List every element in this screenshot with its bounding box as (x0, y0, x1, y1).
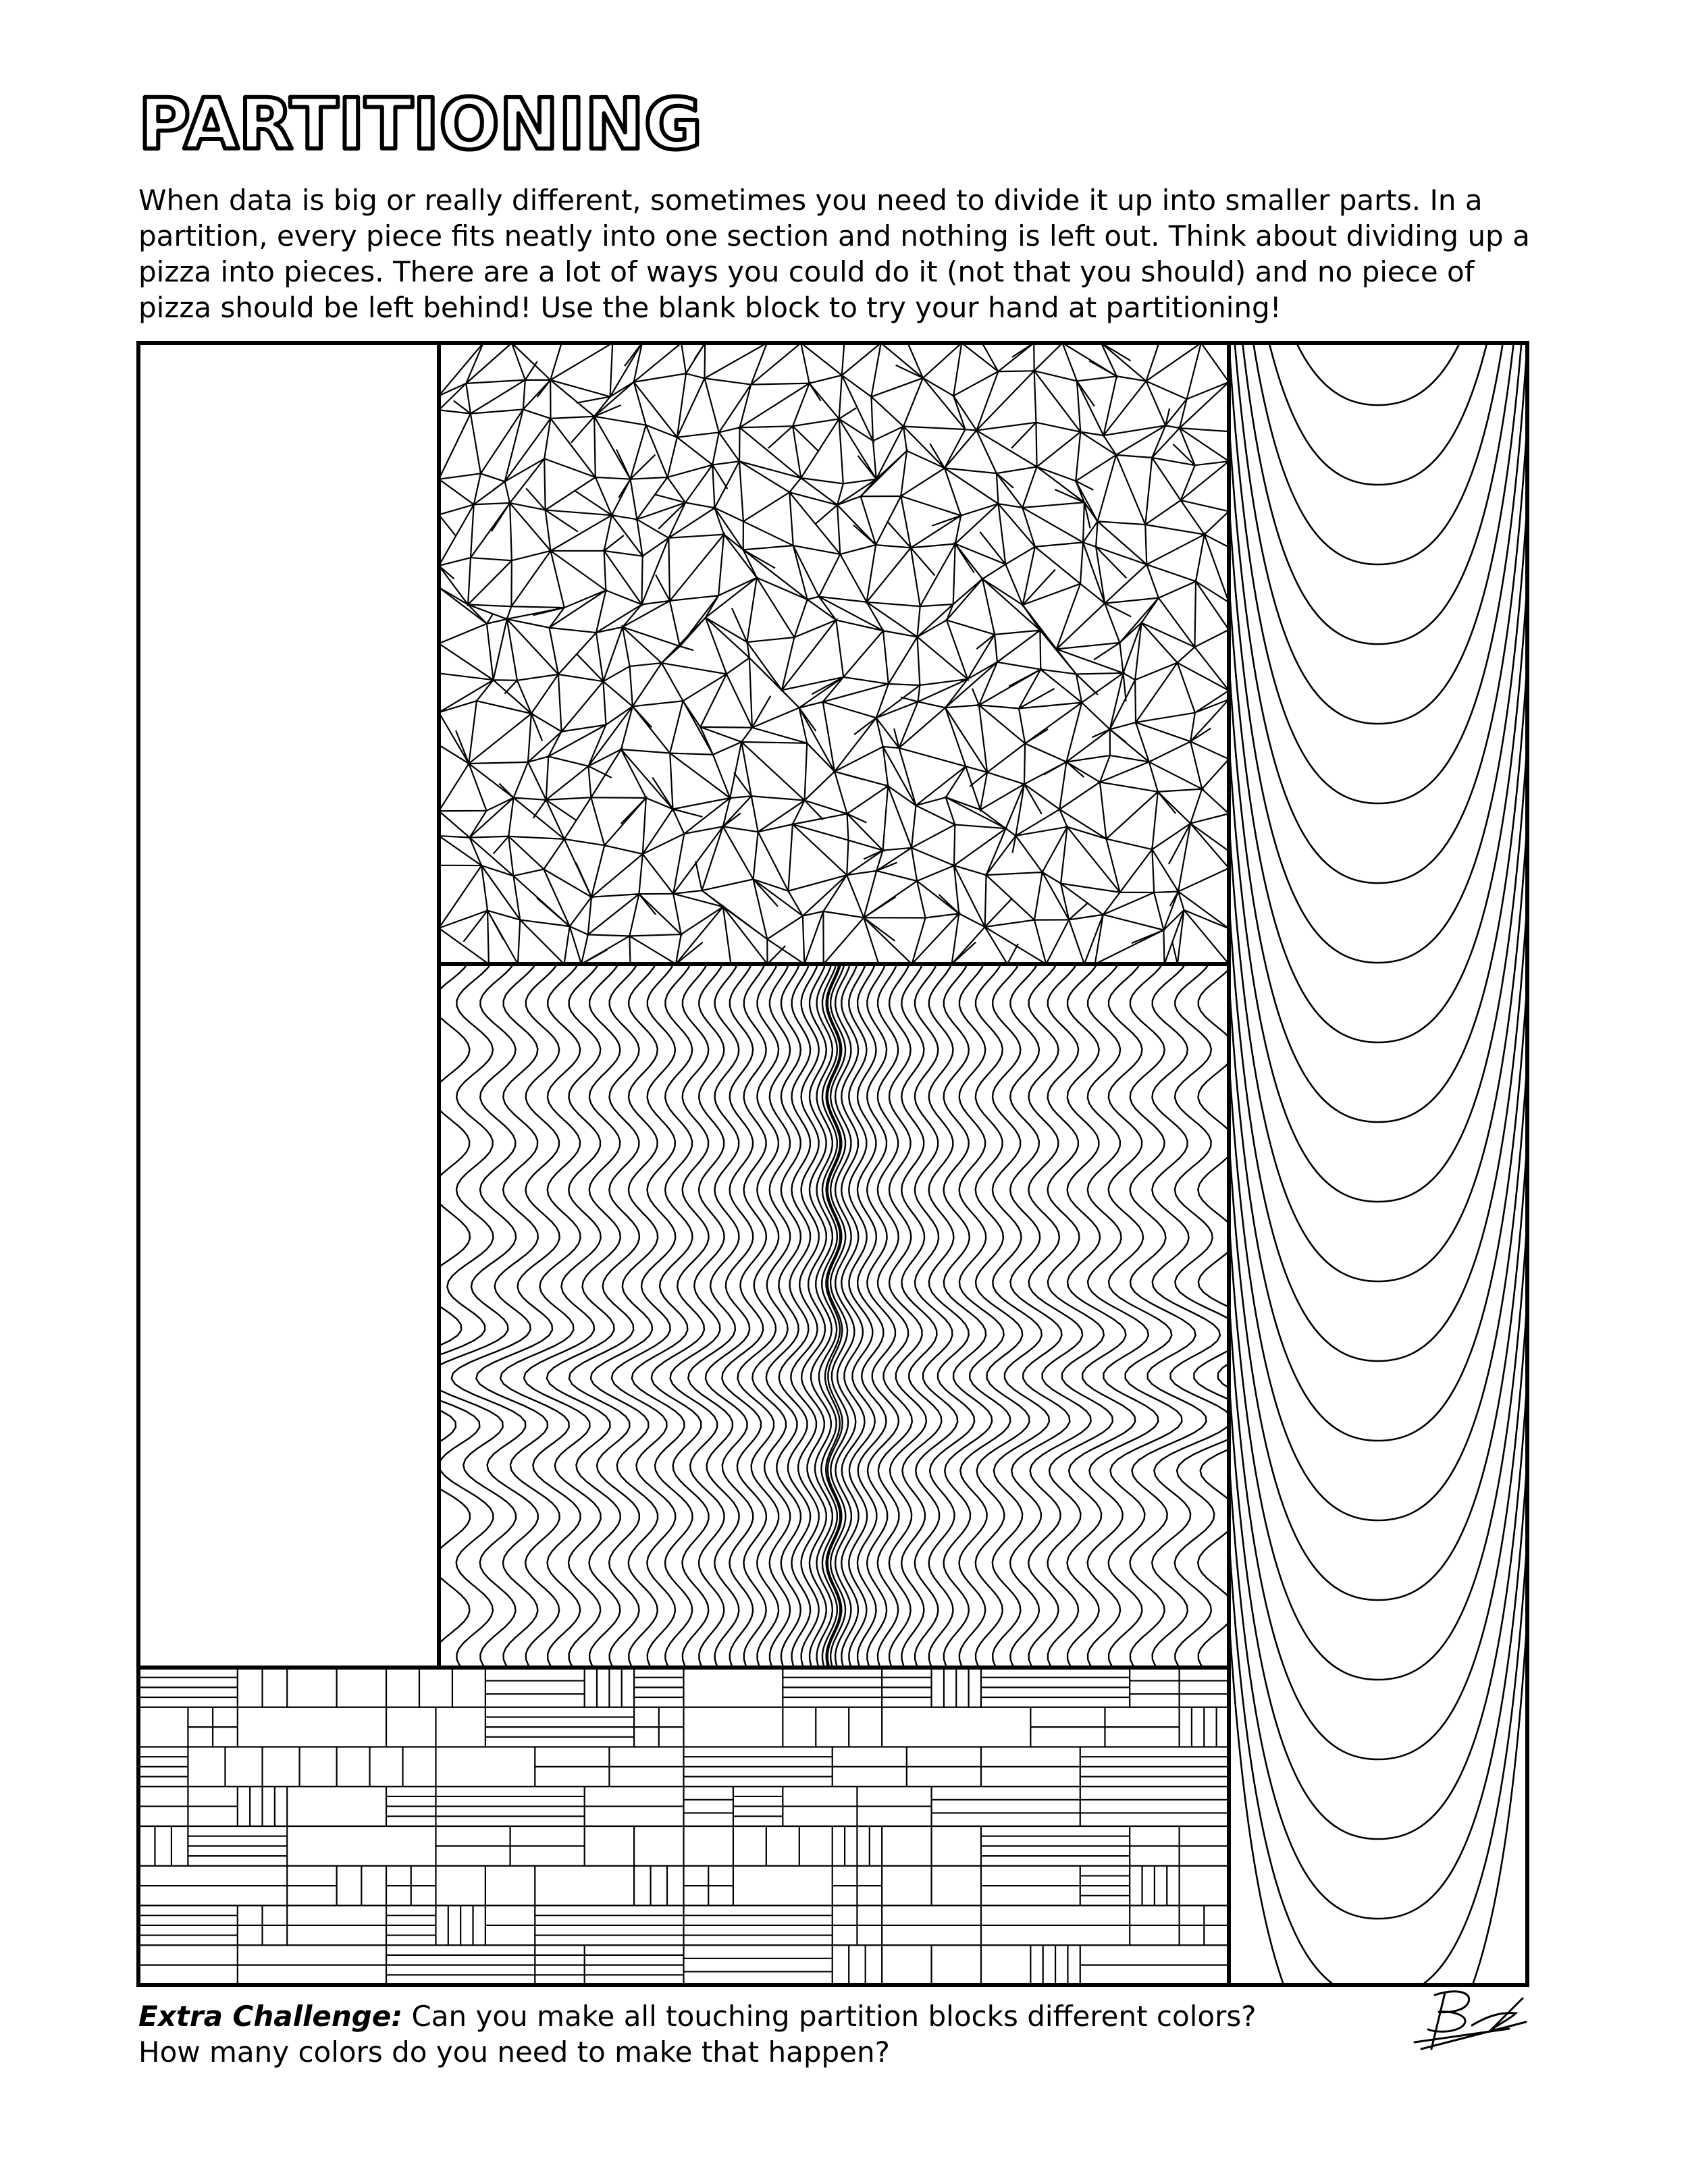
intro-paragraph: When data is big or really different, sometimes you need to divide it up into smaller parts. In a partition, every piece fits neatly into one section and nothing is left out. Think about dividing up a pizza into pieces. There are a lot of ways you could do it (not that you should) and no piece of pizza should be left behind! Use the blank block to try your hand at partitioning! (138, 184, 1530, 324)
triangle-block (439, 343, 1229, 964)
blank-block[interactable] (138, 343, 439, 1668)
wave-block (373, 957, 1282, 1670)
artist-signature (1408, 1985, 1536, 2059)
extra-challenge (138, 1998, 1286, 2070)
brick-block (138, 1668, 1229, 1985)
arch-block (1215, 0, 1541, 2078)
page-title-text: PARTITIONING (138, 86, 702, 165)
extra-challenge-label: Extra Challenge: (138, 2000, 403, 2033)
extra-challenge-text: Can you make all touching partition blocks different colors? How many colors do you need to make that happen? (138, 2000, 1257, 2069)
